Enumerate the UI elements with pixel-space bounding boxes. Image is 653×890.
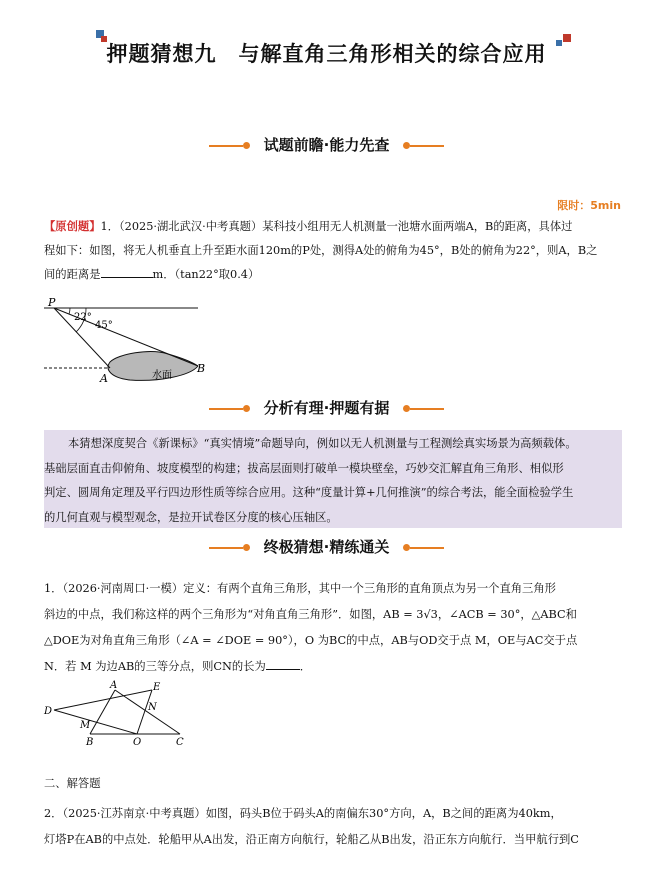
heading-line-right: [410, 145, 444, 147]
label-e: E: [153, 682, 161, 693]
problem1-line1: 1．（2026·河南周口·一模）定义：有两个直角三角形，其中一个三角形的直角顶点为另一个直角三角形: [44, 582, 556, 595]
label-angle-45: 45°: [95, 320, 113, 331]
heading-line-left: [209, 408, 243, 410]
section-heading-final: [0, 536, 653, 557]
heading-dot-left: [243, 405, 250, 412]
label-o: O: [133, 737, 142, 748]
original-line3a: 间的距离是: [44, 268, 101, 281]
problem1-line4a: N．若 M 为边AB的三等分点，则CN的长为: [44, 660, 266, 673]
section-heading-analysis: [0, 397, 653, 418]
problem-2: [44, 801, 622, 853]
problem1-line2: 斜边的中点，我们称这样的两个三角形为“对角直角三角形”．如图，AB = 3√3，∠ACB = 30°，△ABC和: [44, 608, 577, 621]
heading-line-right: [410, 408, 444, 410]
analysis-box: [44, 430, 622, 528]
label-a: A: [100, 372, 108, 385]
label-a: A: [110, 680, 118, 691]
original-line1: 1．（2025·湖北武汉·中考真题）某科技小组用无人机测量一池塘水面两端A，B的距离，具体过: [100, 220, 573, 233]
analysis-line1: 本猜想深度契合《新课标》“真实情境”命题导向，例如以无人机测量与工程测绘真实场景为高频载体。: [68, 437, 577, 450]
heading-line-left: [209, 145, 243, 147]
answer-blank: [266, 657, 300, 670]
label-b: B: [197, 362, 206, 375]
line-ab: [90, 690, 115, 734]
heading-line-right: [410, 547, 444, 549]
analysis-line3: 判定、圆周角定理及平行四边形性质等综合应用。这种“度量计算+几何推演”的综合考法，能全面检验学生: [44, 486, 574, 499]
original-tag: 【原创题】: [44, 219, 101, 233]
section-title-analysis: 分析有理·押题有据: [263, 399, 390, 417]
time-limit: 限时：5min: [557, 199, 621, 212]
label-angle-22: 22°: [74, 312, 92, 323]
original-line3b: m．（tan22°取0.4）: [152, 268, 260, 281]
answer-blank: [101, 265, 153, 278]
problem-1: [44, 576, 622, 680]
original-line2: 程如下：如图，将无人机垂直上升至距水面120m的P处，测得A处的俯角为45°，B处的俯角为22°，则A，B之: [44, 244, 598, 257]
heading-dot-left: [243, 142, 250, 149]
section-title-final: 终极猜想·精练通关: [263, 538, 390, 556]
line-do: [54, 710, 137, 734]
title-part1: 押题猜想九: [106, 42, 217, 66]
figure-right-triangles: [40, 678, 200, 748]
problem1-line4b: ．: [299, 660, 312, 673]
heading-dot-right: [403, 405, 410, 412]
label-p: P: [48, 296, 56, 309]
original-problem: [44, 214, 622, 287]
page-title: [0, 38, 653, 68]
problem2-line1: 2．（2025·江苏南京·中考真题）如图，码头B位于码头A的南偏东30°方向，A，B之间的距离为40km，: [44, 807, 562, 820]
angle-arc-22: [69, 308, 70, 314]
line-de: [54, 690, 152, 710]
label-c: C: [176, 737, 184, 748]
part2-heading: 二、解答题: [44, 777, 101, 790]
figure-drone-pond: [40, 296, 230, 388]
label-n: N: [148, 702, 157, 713]
section-title-preview: 试题前瞻·能力先查: [263, 136, 390, 154]
label-water: 水面: [152, 370, 172, 381]
analysis-line4: 的几何直观与模型观念，是拉开试卷区分度的核心压轴区。: [44, 510, 338, 524]
label-m: M: [80, 720, 91, 731]
label-b: B: [86, 737, 94, 748]
heading-line-left: [209, 547, 243, 549]
problem1-line3: △DOE为对角直角三角形（∠A = ∠DOE = 90°），O 为BC的中点，AB与OD交于点 M，OE与AC交于点: [44, 634, 578, 647]
section-heading-preview: [0, 134, 653, 155]
heading-dot-right: [403, 142, 410, 149]
problem2-line2: 灯塔P在AB的中点处．轮船甲从A出发，沿正南方向航行，轮船乙从B出发，沿正东方向航行．当甲航行到C: [44, 833, 579, 846]
label-d: D: [44, 706, 53, 717]
heading-dot-right: [403, 544, 410, 551]
heading-dot-left: [243, 544, 250, 551]
analysis-line2: 基础层面直击仰俯角、坡度模型的构建；拔高层面则打破单一模块壁垒，巧妙交汇解直角三角形、相似形: [44, 461, 564, 475]
title-part2: 与解直角三角形相关的综合应用: [238, 42, 547, 66]
